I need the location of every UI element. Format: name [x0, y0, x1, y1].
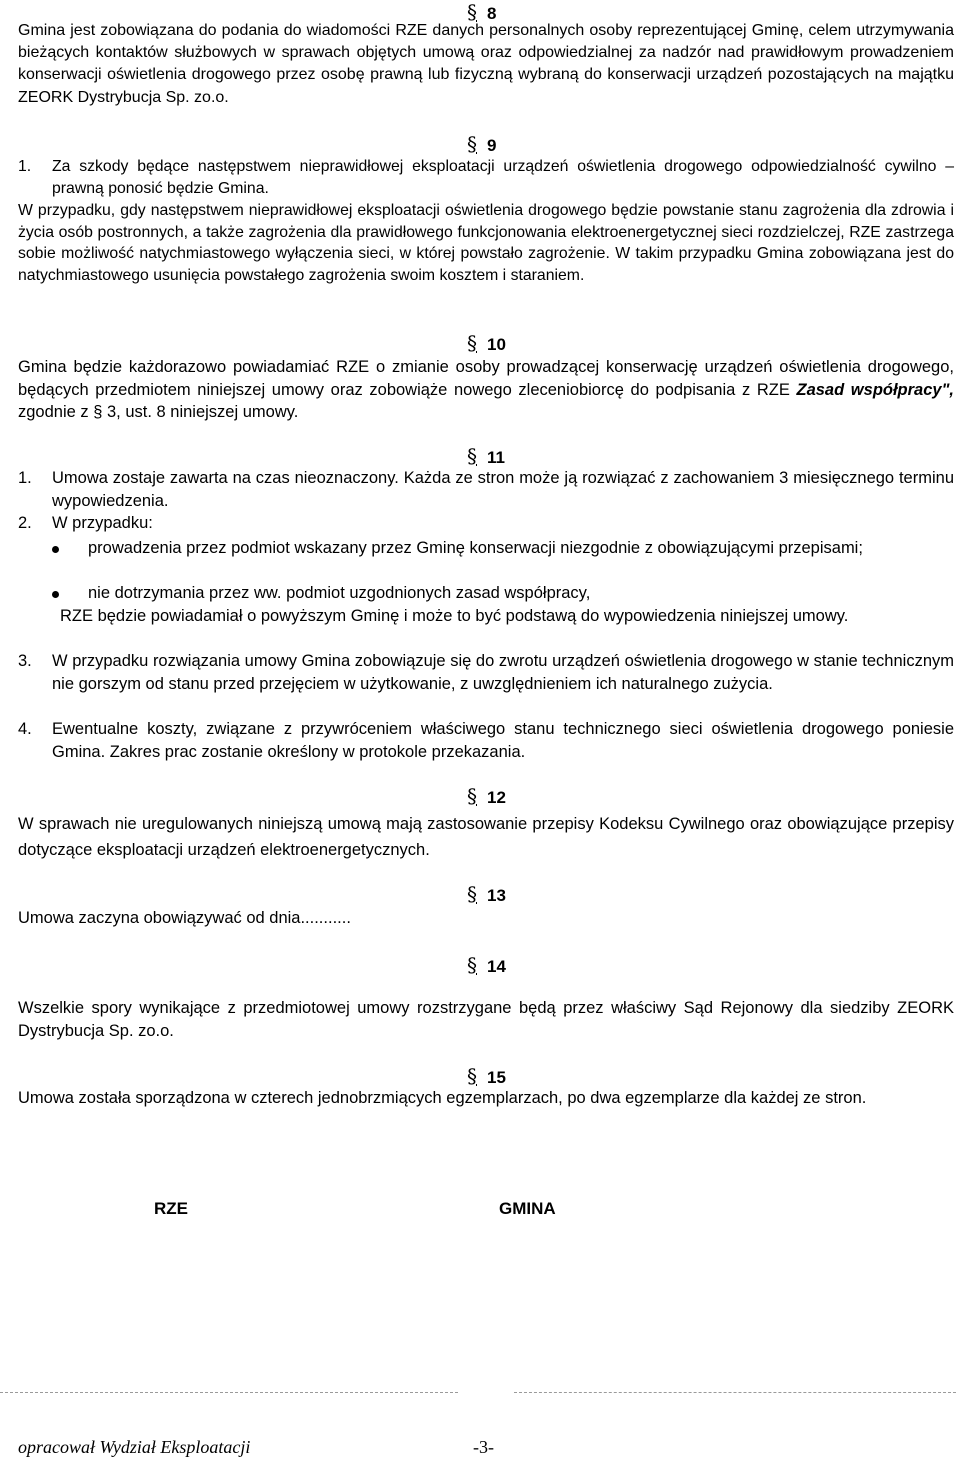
section-symbol: §: [467, 132, 477, 156]
item-text: Ewentualne koszty, związane z przywróceniem właściwego stanu technicznego sieci oświetlenia drogowego poniesie Gmina. Zakres prac zostanie określony w protokole przekazania.: [52, 720, 954, 761]
paragraph-11-item-1: [18, 467, 954, 512]
paragraph-9-item-1: [18, 156, 954, 199]
item-number: 4.: [18, 720, 32, 738]
section-number: 11: [487, 448, 505, 467]
section-number: 9: [487, 136, 497, 155]
page-number: -3-: [473, 1437, 494, 1457]
section-heading-15: [467, 1064, 506, 1088]
bullet-text: nie dotrzymania przez ww. podmiot uzgodnionych zasad współpracy,: [88, 584, 591, 602]
paragraph-11-item-2: [18, 512, 954, 535]
paragraph-10-text: Gmina będzie każdorazowo powiadamiać RZE o zmianie osoby prowadzącej konserwację urządzeń oświetlenia drogowego, będących przedmiotem niniejszej umowy oraz zobowiąże nowego zleceniobiorcę do podpisania z RZE: [18, 358, 954, 399]
paragraph-10-text-end: zgodnie z § 3, ust. 8 niniejszej umowy.: [18, 403, 299, 422]
section-symbol: §: [467, 784, 477, 808]
section-heading-13: [467, 882, 506, 906]
item-text: W przypadku:: [52, 514, 153, 532]
footer-author: opracował Wydział Eksploatacji: [18, 1437, 251, 1457]
section-number: 10: [487, 335, 506, 354]
item-text: W przypadku rozwiązania umowy Gmina zobowiązuje się do zwrotu urządzeń oświetlenia drogowego w stanie technicznym nie gorszym od stanu przed przejęciem w użytkowanie, z uwzględnieniem ich naturalnego zużycia.: [52, 652, 954, 693]
item-number: 1.: [18, 469, 32, 487]
footer-divider-left: [0, 1392, 458, 1393]
section-number: 8: [487, 4, 497, 23]
section-symbol: §: [467, 882, 477, 906]
paragraph-12: W sprawach nie uregulowanych niniejszą umową mają zastosowanie przepisy Kodeksu Cywilnego oraz obowiązujące przepisy dotyczące eksploatacji urządzeń elektroenergetycznych.: [18, 815, 954, 859]
paragraph-11-item-3: [18, 650, 954, 695]
item-number: 2.: [18, 514, 32, 532]
item-number: 1.: [18, 158, 32, 175]
section-symbol: §: [467, 331, 477, 355]
footer-divider-right: [514, 1392, 956, 1393]
item-text: Umowa zostaje zawarta na czas nieoznaczony. Każda ze stron może ją rozwiązać z zachowaniem 3 miesięcznego terminu wypowiedzenia.: [52, 469, 954, 510]
zasad-wspolpracy-emphasis: Zasad współpracy",: [796, 380, 954, 399]
section-heading-12: [467, 784, 506, 808]
section-heading-11: [467, 444, 505, 468]
bullet-item-1: [52, 537, 954, 560]
section-number: 12: [487, 788, 506, 807]
paragraph-10: [18, 356, 954, 424]
section-symbol: §: [467, 0, 477, 24]
paragraph-15: Umowa została sporządzona w czterech jednobrzmiących egzemplarzach, po dwa egzemplarze dla każdej ze stron.: [18, 1089, 867, 1107]
paragraph-14: Wszelkie spory wynikające z przedmiotowej umowy rozstrzygane będą przez właściwy Sąd Rejonowy dla siedziby ZEORK Dystrybucja Sp. zo.o.: [18, 999, 954, 1040]
section-symbol: §: [467, 444, 477, 468]
section-symbol: §: [467, 1064, 477, 1088]
section-heading-14: [467, 953, 506, 977]
item-number: 3.: [18, 652, 32, 670]
section-heading-9: [467, 132, 496, 156]
signature-gmina: GMINA: [499, 1199, 556, 1218]
paragraph-8: Gmina jest zobowiązana do podania do wiadomości RZE danych personalnych osoby reprezentującej Gminę, celem utrzymywania bieżących kontaktów służbowych w sprawach objętych umową oraz odpowiedzialnej za nadzór nad prawidłowym prowadzeniem konserwacji oświetlenia drogowego przez osobę prawną lub fizyczną wybraną do konserwacji urządzeń pozostających na majątku ZEORK Dystrybucja Sp. zo.o.: [18, 22, 954, 106]
bullet-item-2: [52, 582, 954, 605]
bullet-icon: [52, 546, 59, 553]
section-number: 15: [487, 1068, 506, 1087]
signature-rze: RZE: [154, 1199, 188, 1218]
paragraph-11-item-4: [18, 718, 954, 763]
section-symbol: §: [467, 953, 477, 977]
paragraph-9-body: W przypadku, gdy następstwem nieprawidłowej eksploatacji oświetlenia drogowego będzie powstanie stanu zagrożenia dla zdrowia i życia osób postronnych, a także zagrożenia dla prawidłowego funkcjonowania elektroenergetycznej sieci rozdzielczej, RZE zastrzega sobie możliwość natychmiastowego wyłączenia sieci, w której powstało zagrożenie. W takim przypadku Gmina zobowiązana jest do natychmiastowego usunięcia powstałego zagrożenia swoim kosztem i staraniem.: [18, 202, 954, 284]
item-text: Za szkody będące następstwem nieprawidłowej eksploatacji urządzeń oświetlenia drogowego odpowiedzialność cywilno – prawną ponosić będzie Gmina.: [52, 158, 954, 197]
bullet-text: prowadzenia przez podmiot wskazany przez Gminę konserwacji niezgodnie z obowiązującymi przepisami;: [88, 539, 863, 557]
section-number: 14: [487, 957, 506, 976]
paragraph-13: Umowa zaczyna obowiązywać od dnia...........: [18, 909, 351, 927]
bullet-icon: [52, 591, 59, 598]
paragraph-11-after-bullets: RZE będzie powiadamiał o powyższym Gminę i może to być podstawą do wypowiedzenia niniejszej umowy.: [60, 607, 849, 625]
section-number: 13: [487, 886, 506, 905]
section-heading-10: [467, 331, 506, 355]
